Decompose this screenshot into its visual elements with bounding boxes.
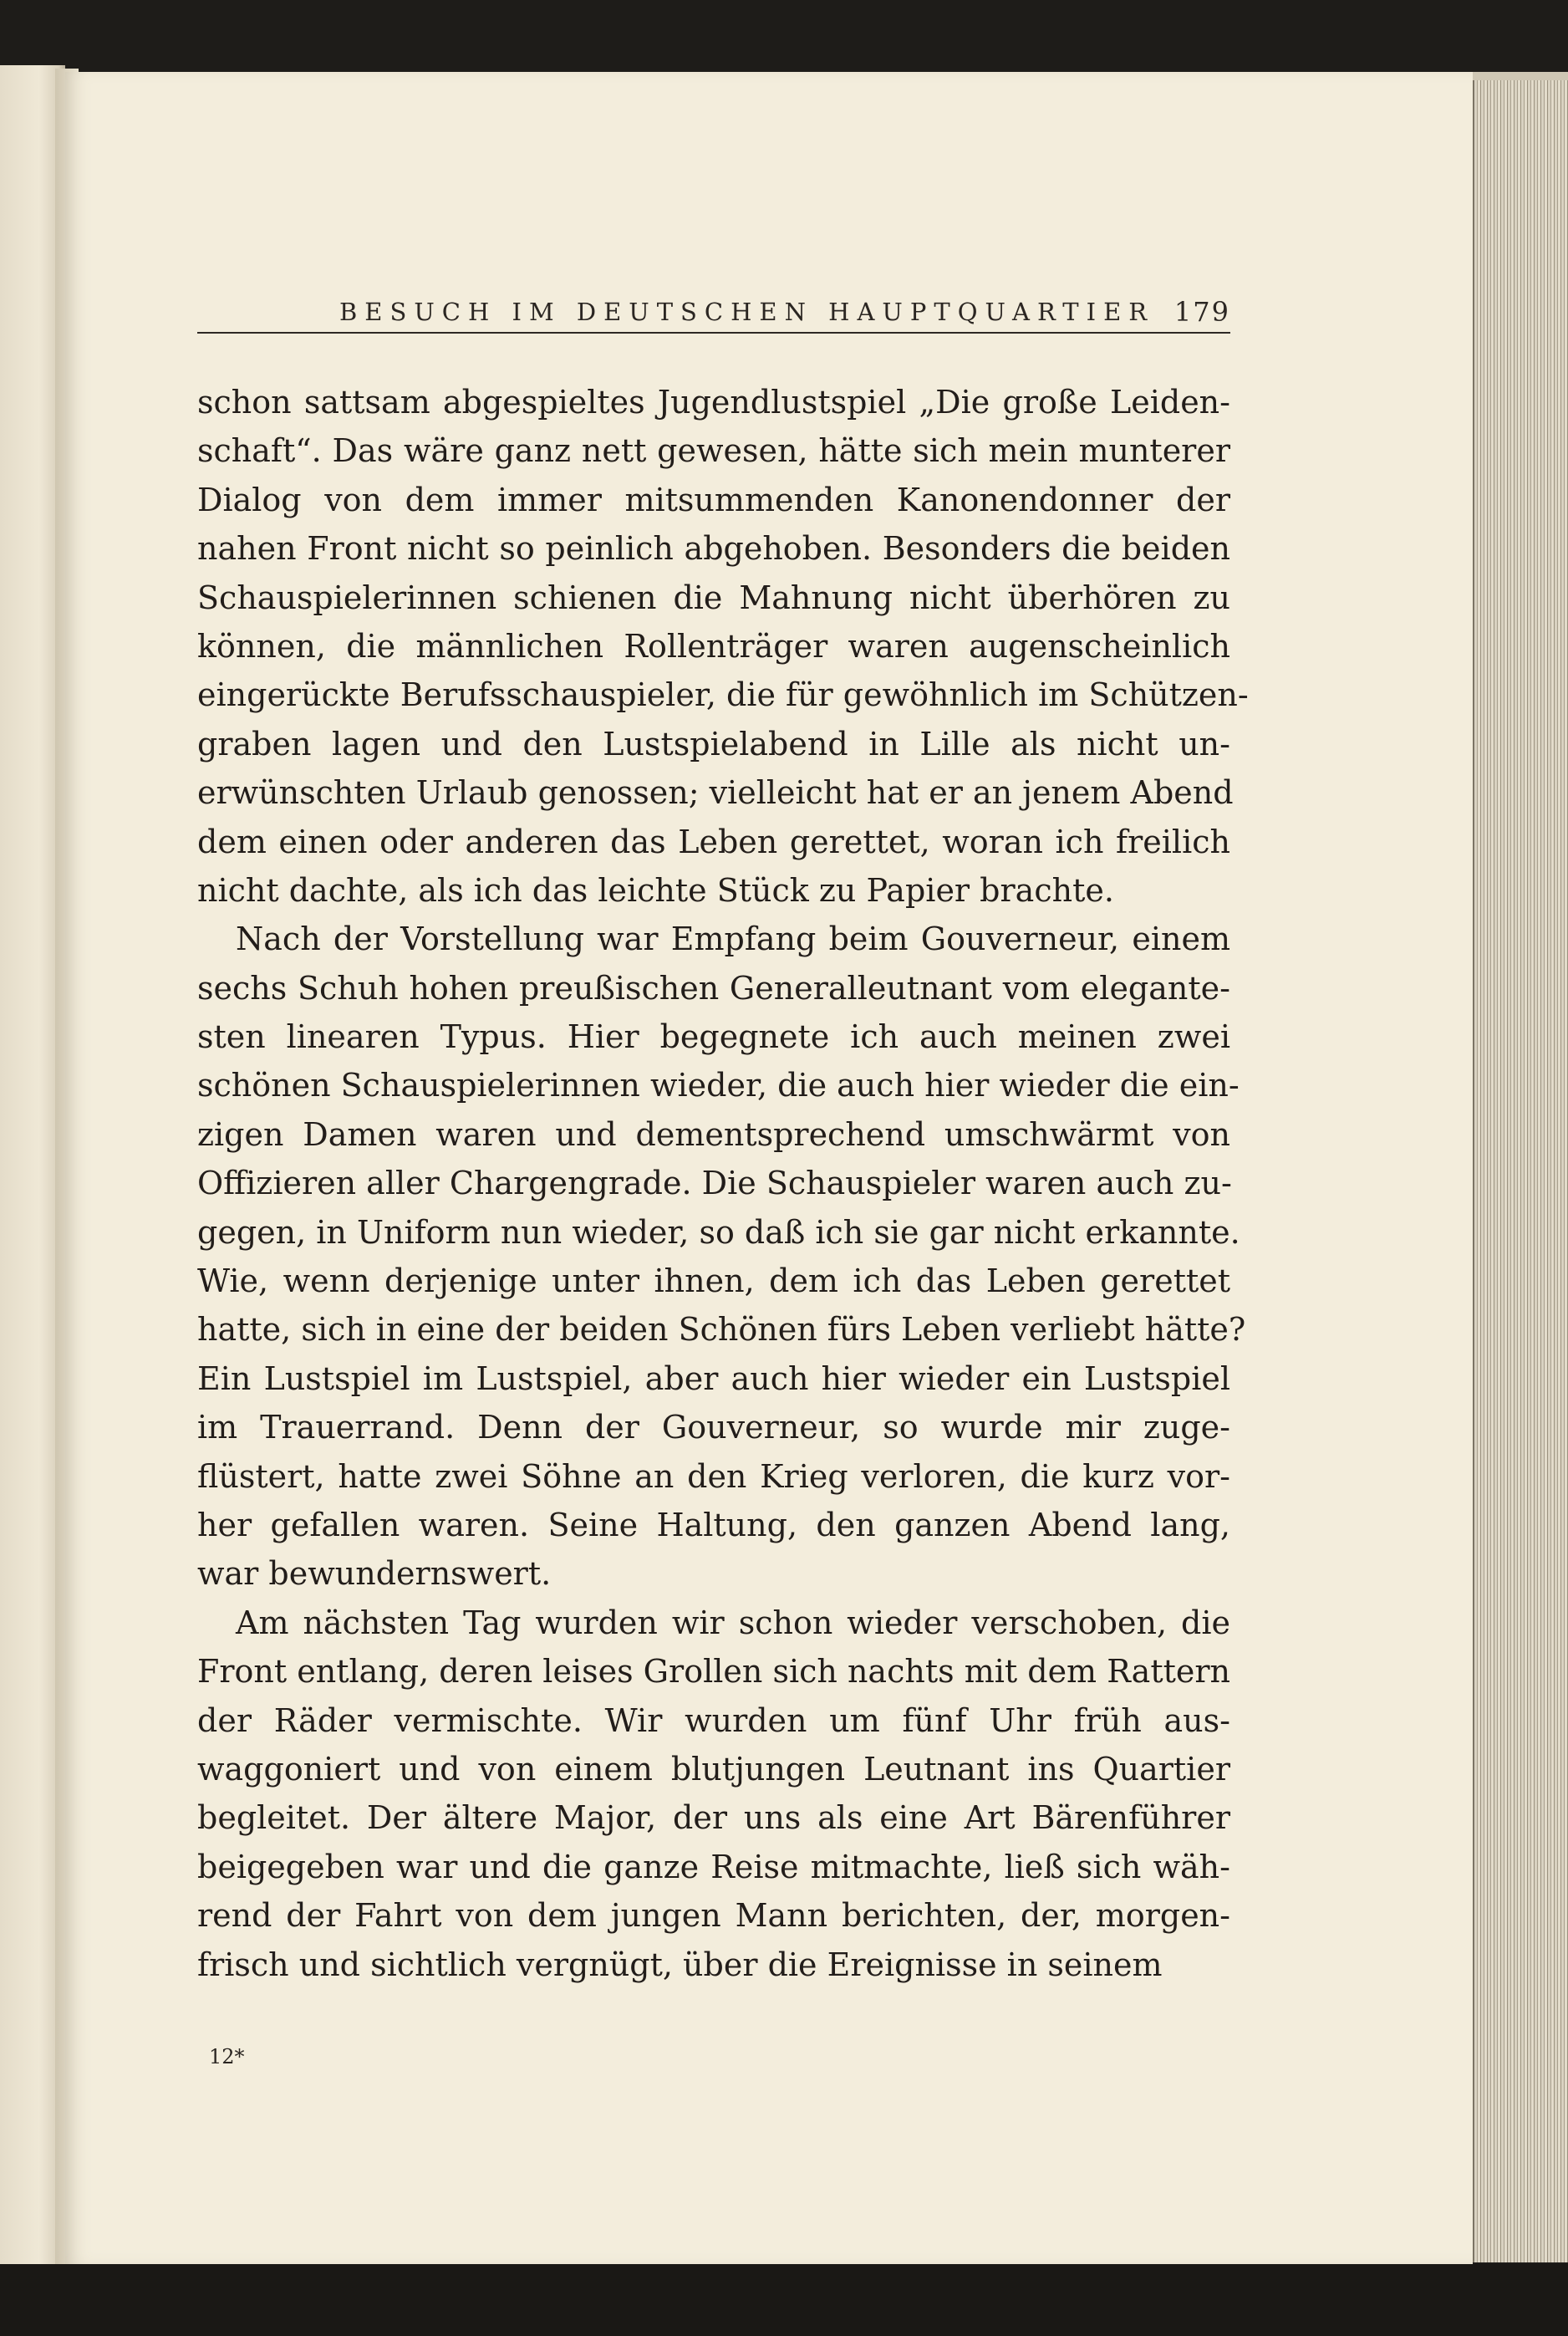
text-line: Schauspielerinnen schienen die Mahnung nicht überhören zu xyxy=(197,579,1230,616)
text-line: eingerückte Berufsschauspieler, die für gewöhnlich im Schützen- xyxy=(197,676,1249,714)
text-line: beigegeben war und die ganze Reise mitmachte, ließ sich wäh- xyxy=(197,1848,1230,1885)
text-line: im Trauerrand. Denn der Gouverneur, so wurde mir zuge- xyxy=(197,1409,1230,1446)
text-line: können, die männlichen Rollenträger waren augenscheinlich xyxy=(197,627,1230,665)
text-line: sten linearen Typus. Hier begegnete ich auch meinen zwei xyxy=(197,1018,1230,1056)
text-line: Ein Lustspiel im Lustspiel, aber auch hier wieder ein Lustspiel xyxy=(197,1359,1230,1397)
text-line: Front entlang, deren leises Grollen sich nachts mit dem Rattern xyxy=(197,1653,1230,1691)
text-line: erwünschten Urlaub genossen; vielleicht hat er an jenem Abend xyxy=(197,774,1234,812)
text-line: Nach der Vorstellung war Empfang beim Gouverneur, einem xyxy=(236,921,1230,958)
text-line: rend der Fahrt von dem jungen Mann berichten, der, morgen- xyxy=(197,1897,1230,1935)
text-line: waggoniert und von einem blutjungen Leutnant ins Quartier xyxy=(197,1750,1230,1788)
page-number: 179 xyxy=(1173,296,1230,328)
text-line: dem einen oder anderen das Leben gerettet, woran ich freilich xyxy=(197,823,1230,860)
text-line: graben lagen und den Lustspielabend in Lille als nicht un- xyxy=(197,725,1230,763)
text-line: der Räder vermischte. Wir wurden um fünf Uhr früh aus- xyxy=(197,1701,1230,1739)
text-line: Am nächsten Tag wurden wir schon wieder verschoben, die xyxy=(236,1604,1230,1641)
text-line: Wie, wenn derjenige unter ihnen, dem ich das Leben gerettet xyxy=(197,1262,1230,1300)
header-rule xyxy=(197,332,1230,334)
text-line: schon sattsam abgespieltes Jugendlustspiel „Die große Leiden- xyxy=(197,384,1230,421)
text-line: hatte, sich in eine der beiden Schönen fürs Leben verliebt hätte? xyxy=(197,1311,1246,1349)
text-line: gegen, in Uniform nun wieder, so daß ich sie gar nicht erkannte. xyxy=(197,1213,1240,1251)
text-line: sechs Schuh hohen preußischen Generalleutnant vom elegante- xyxy=(197,969,1230,1007)
text-line: war bewundernswert. xyxy=(197,1555,552,1593)
text-line: nahen Front nicht so peinlich abgehoben. Besonders die beiden xyxy=(197,530,1230,568)
text-line: begleitet. Der ältere Major, der uns als eine Art Bärenführer xyxy=(197,1799,1230,1837)
body-text xyxy=(197,378,1249,1989)
scan-bottom-border xyxy=(0,2264,1568,2336)
text-line: nicht dachte, als ich das leichte Stück zu Papier brachte. xyxy=(197,871,1114,909)
page-block-edges xyxy=(1473,80,1568,2262)
text-line: schönen Schauspielerinnen wieder, die auch hier wieder die ein- xyxy=(197,1067,1240,1104)
text-line: frisch und sichtlich vergnügt, über die Ereignisse in seinem xyxy=(197,1946,1163,1983)
text-line: flüstert, hatte zwei Söhne an den Krieg verloren, die kurz vor- xyxy=(197,1457,1230,1495)
running-head: BESUCH IM DEUTSCHEN HAUPTQUARTIER xyxy=(339,298,1155,326)
text-line: her gefallen waren. Seine Haltung, den ganzen Abend lang, xyxy=(197,1506,1230,1543)
text-line: Offizieren aller Chargengrade. Die Schauspieler waren auch zu- xyxy=(197,1165,1232,1202)
text-line: schaft“. Das wäre ganz nett gewesen, hätte sich mein munterer xyxy=(197,432,1230,470)
signature-mark: 12* xyxy=(209,2045,245,2068)
page-header xyxy=(197,291,1230,334)
text-line: zigen Damen waren und dementsprechend umschwärmt von xyxy=(197,1115,1230,1153)
text-line: Dialog von dem immer mitsummenden Kanonendonner der xyxy=(197,481,1230,518)
